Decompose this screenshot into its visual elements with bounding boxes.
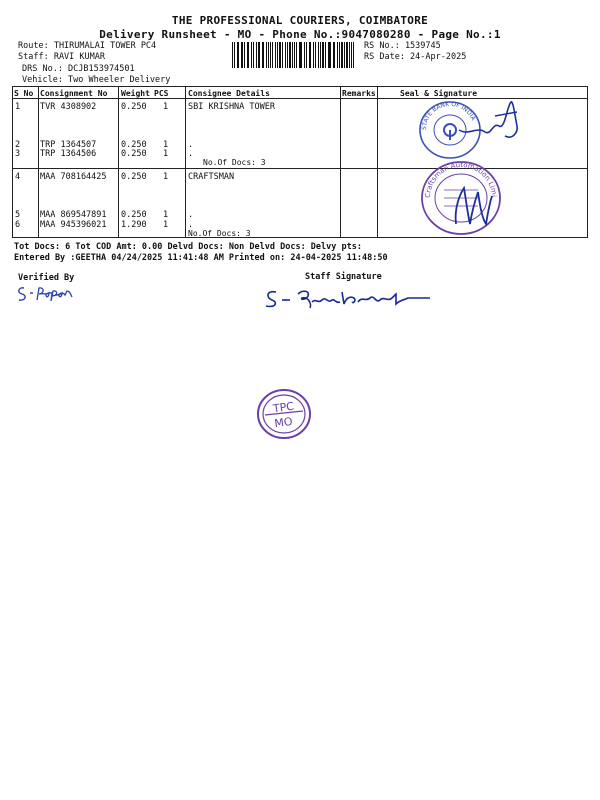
row-sno: 6 [15, 220, 21, 230]
barcode-bar [292, 42, 293, 68]
barcode-bar [310, 42, 311, 68]
row-consignee: CRAFTSMAN [188, 172, 235, 182]
col-rule-remarks [377, 86, 378, 238]
tpc-mo-stamp [256, 388, 312, 440]
header-remarks: Remarks [342, 89, 376, 98]
runsheet-title: Delivery Runsheet - MO - Phone No.:9047080280 - Page No.:1 [99, 28, 501, 41]
barcode-bar [272, 42, 273, 68]
verified-by-signature [16, 283, 88, 305]
row-consignee: SBI KRISHNA TOWER [188, 102, 275, 112]
col-rule-consignee [340, 86, 341, 238]
col-rule-pcs [185, 86, 186, 238]
barcode-bar [296, 42, 297, 68]
barcode-bar [289, 42, 290, 68]
barcode-bar [349, 42, 350, 68]
header-sno: S No [14, 89, 34, 98]
barcode-bar [337, 42, 338, 68]
header-consignment: Consignment No [40, 89, 108, 98]
row-pcs: 1 [163, 210, 169, 220]
craftsman-signature [448, 180, 498, 232]
vehicle-label: Vehicle: Two Wheeler Delivery [22, 75, 171, 85]
barcode-bar [346, 42, 348, 68]
row-consignee: . [188, 220, 194, 230]
drs-number: DRS No.: DCJB153974501 [22, 64, 135, 74]
group-note: No.Of Docs: 3 [188, 229, 251, 238]
barcode-bar [256, 42, 257, 68]
barcode-bar [285, 42, 286, 68]
barcode-bar [270, 42, 271, 68]
company-title: THE PROFESSIONAL COURIERS, COIMBATORE [171, 14, 429, 27]
barcode-bar [344, 42, 345, 68]
table-top-rule [12, 86, 588, 87]
table-right-rule [587, 86, 588, 238]
barcode-bar [306, 42, 307, 68]
barcode-bar [339, 42, 340, 68]
barcode-bar [309, 42, 310, 68]
row-pcs: 1 [163, 149, 169, 159]
barcode-bar [247, 42, 248, 68]
barcode-bar [268, 42, 269, 68]
row-consignment: TVR 4308902 [40, 102, 97, 112]
barcode-bar [325, 42, 326, 68]
row-consignment: MAA 945396021 [40, 220, 107, 230]
staff-signature [262, 286, 442, 314]
rs-number: RS No.: 1539745 [364, 41, 441, 51]
barcode-bar [287, 42, 288, 68]
barcode-bar [318, 42, 319, 68]
row-sno: 3 [15, 149, 21, 159]
row-pcs: 1 [163, 220, 169, 230]
row-consignee: . [188, 149, 194, 159]
sbi-stamp-text: STATE BANK OF INDIA [420, 100, 477, 131]
row-weight: 0.250 [121, 172, 147, 182]
table-left-rule [12, 86, 13, 238]
header-consignee: Consignee Details [188, 89, 270, 98]
header-seal: Seal & Signature [400, 89, 478, 98]
group-note: No.Of Docs: 3 [203, 158, 266, 167]
row-consignment: MAA 869547891 [40, 210, 107, 220]
row-sno: 1 [15, 102, 21, 112]
row-weight: 1.290 [121, 220, 147, 230]
row-pcs: 1 [163, 102, 169, 112]
barcode-bar [304, 42, 305, 68]
barcode-bar [299, 42, 300, 68]
sbi-signature [455, 96, 525, 144]
row-consignment: TRP 1364506 [40, 149, 97, 159]
row-consignee: . [188, 210, 194, 220]
barcode-bar [238, 42, 239, 68]
barcode-bar [275, 42, 276, 68]
barcode-bar [244, 42, 245, 68]
barcode-bar [258, 42, 260, 68]
barcode-bar [320, 42, 321, 68]
barcode-bar [328, 42, 329, 68]
barcode-bar [241, 42, 243, 68]
barcode-bar [329, 42, 330, 68]
barcode-bar [266, 42, 267, 68]
barcode-bar [315, 42, 316, 68]
staff-signature-label: Staff Signature [305, 272, 382, 282]
barcode-bar [263, 42, 264, 68]
tpc-stamp-line2: MO [273, 414, 294, 431]
craftsman-stamp-text: Craftsman Automation Limi [423, 160, 498, 199]
barcode-bar [237, 42, 238, 68]
tpc-stamp-line1: TPC [272, 399, 295, 416]
barcode-bar [253, 42, 254, 68]
barcode-bar [282, 42, 283, 68]
row-sno: 5 [15, 210, 21, 220]
barcode-bar [277, 42, 278, 68]
totals-line: Tot Docs: 6 Tot COD Amt: 0.00 Delvd Docs: Non Delvd Docs: Delvy pts: [14, 242, 362, 252]
header-weight: Weight [121, 89, 150, 98]
row-consignment: MAA 708164425 [40, 172, 107, 182]
row-weight: 0.250 [121, 149, 147, 159]
rs-date: RS Date: 24-Apr-2025 [364, 52, 467, 62]
row-consignee: . [188, 140, 194, 150]
col-rule-sno [38, 86, 39, 238]
row-weight: 0.250 [121, 140, 147, 150]
barcode-bar [234, 42, 235, 68]
barcode-bar [322, 42, 324, 68]
col-rule-consignment [118, 86, 119, 238]
barcode-bar [300, 42, 302, 68]
barcode-bar [232, 42, 233, 68]
header-pcs: PCS [154, 89, 169, 98]
barcode-bar [262, 42, 263, 68]
table-bottom-rule [12, 237, 588, 238]
route-label: Route: THIRUMALAI TOWER PC4 [18, 41, 157, 51]
barcode-bar [248, 42, 249, 68]
entered-by-line: Entered By :GEETHA 04/24/2025 11:41:48 AM Printed on: 24-04-2025 11:48:50 [14, 253, 388, 263]
barcode-bar [341, 42, 342, 68]
verified-by-label: Verified By [18, 273, 75, 283]
row-pcs: 1 [163, 172, 169, 182]
barcode-bar [334, 42, 335, 68]
barcode-bar [279, 42, 281, 68]
barcode-bar [294, 42, 295, 68]
barcode-bar [251, 42, 252, 68]
barcode-bar [333, 42, 334, 68]
row-pcs: 1 [163, 140, 169, 150]
barcode-bar [313, 42, 314, 68]
row-consignment: TRP 1364507 [40, 140, 97, 150]
row-sno: 2 [15, 140, 21, 150]
barcode-bar [353, 42, 354, 68]
barcode [232, 42, 356, 68]
row-sno: 4 [15, 172, 21, 182]
staff-label: Staff: RAVI KUMAR [18, 52, 105, 62]
row-weight: 0.250 [121, 210, 147, 220]
barcode-bar [351, 42, 352, 68]
row-weight: 0.250 [121, 102, 147, 112]
